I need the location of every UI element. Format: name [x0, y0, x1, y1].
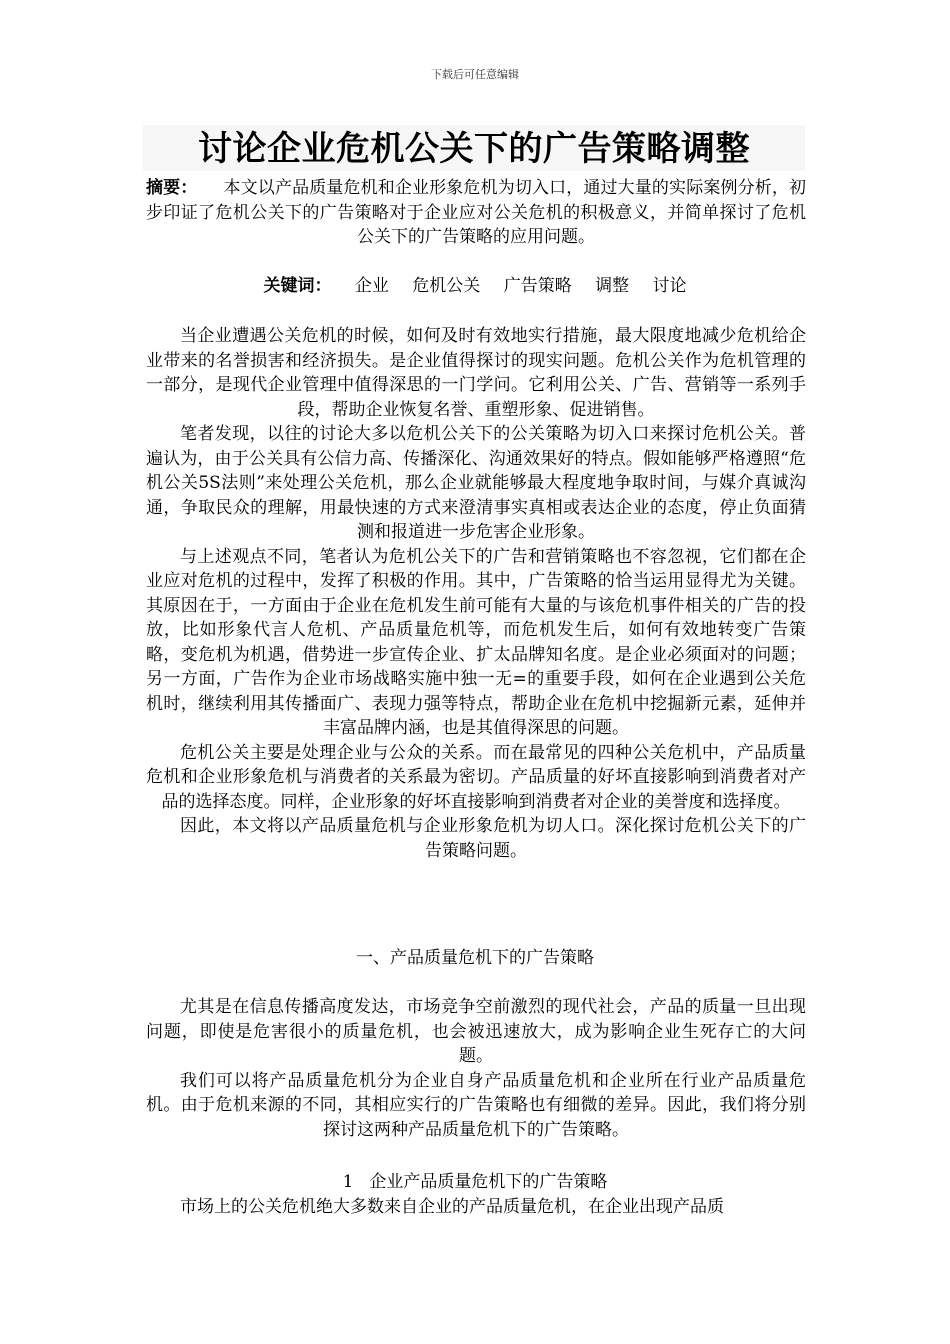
subsection-number: 1 — [342, 1172, 354, 1192]
intro-body — [146, 324, 806, 863]
keyword: 调整 — [595, 276, 630, 296]
paragraph: 市场上的公关危机绝大多数来自企业的产品质量危机，在企业出现产品质 — [180, 1197, 724, 1217]
paragraph: 危机公关主要是处理企业与公众的关系。而在最常见的四种公关危机中，产品质量危机和企业形象危机与消费者的关系最为密切。产品质量的好坏直接影响到消费者对产品的选择态度。同样，企业形象的好坏直接影响到消费者对企业的美誉度和选择度。 — [146, 742, 806, 812]
keyword: 讨论 — [652, 276, 687, 296]
keyword: 广告策略 — [503, 276, 572, 296]
document-title: 讨论企业危机公关下的广告策略调整 — [198, 129, 750, 169]
section1-body — [146, 995, 806, 1142]
paragraph: 与上述观点不同，笔者认为危机公关下的广告和营销策略也不容忽视，它们都在企业应对危机的过程中，发挥了积极的作用。其中，广告策略的恰当运用显得尤为关键。其原因在于，一方面由于企业在危机发生前可能有大量的与该危机事件相关的广告的投放，比如形象代言人危机、产品质量危机等，而危机发生后，如何有效地转变广告策略，变危机为机遇，借势进一步宣传企业、扩太品牌知名度。是企业必须面对的问题；另一方面，广告作为企业市场战略实施中独一无=的重要手段，如何在企业遇到公关危机时，继续利用其传播面广、表现力强等特点，帮助企业在危机中挖掘新元素，延伸并丰富品牌内涵，也是其值得深思的问题。 — [146, 546, 806, 738]
paragraph: 尤其是在信息传播高度发达，市场竞争空前激烈的现代社会，产品的质量一旦出现问题，即使是危害很小的质量危机，也会被迅速放大，成为影响企业生死存亡的大问题。 — [146, 997, 806, 1066]
abstract-text: 本文以产品质量危机和企业形象危机为切入口，通过大量的实际案例分析，初步印证了危机公关下的广告策略对于企业应对公关危机的积极意义，并简单探讨了危机公关下的广告策略的应用问题。 — [146, 178, 806, 247]
abstract — [146, 176, 806, 250]
keywords-label: 关键词： — [263, 276, 332, 296]
header-note: 下载后可任意编辑 — [431, 68, 519, 81]
keyword: 企业 — [354, 276, 389, 296]
paragraph: 笔者发现，以往的讨论大多以危机公关下的公关策略为切入口来探讨危机公关。普遍认为，由于公关具有公信力高、传播深化、沟通效果好的特点。假如能够严格遵照“危机公关5S法则”来处理公关危机，那么企业就能够最大程度地争取时间，与媒介真诚沟通，争取民众的理解，用最快速的方式来澄清事实真相或表达企业的态度，停止负面猜测和报道进一步危害企业形象。 — [146, 424, 806, 542]
section-heading: 一、产品质量危机下的广告策略 — [356, 948, 594, 968]
paragraph: 因此，本文将以产品质量危机与企业形象危机为切人口。深化探讨危机公关下的广告策略问题。 — [180, 816, 806, 861]
subsection1-body — [146, 1195, 806, 1220]
keyword: 危机公关 — [412, 276, 481, 296]
paragraph: 我们可以将产品质量危机分为企业自身产品质量危机和企业所在行业产品质量危机。由于危机来源的不同，其相应实行的广告策略也有细微的差异。因此，我们将分别探讨这两种产品质量危机下的广告策略。 — [146, 1070, 806, 1140]
abstract-label: 摘要： — [146, 178, 198, 198]
keywords — [0, 274, 950, 298]
subsection-heading — [0, 1170, 950, 1194]
subsection-title: 企业产品质量危机下的广告策略 — [369, 1172, 608, 1192]
paragraph: 当企业遭遇公关危机的时候，如何及时有效地实行措施，最大限度地减少危机给企业带来的名誉损害和经济损失。是企业值得探讨的现实问题。危机公关作为危机管理的一部分，是现代企业管理中值得深思的一门学问。它利用公关、广告、营销等一系列手段，帮助企业恢复名誉、重塑形象、促进销售。 — [146, 326, 806, 420]
